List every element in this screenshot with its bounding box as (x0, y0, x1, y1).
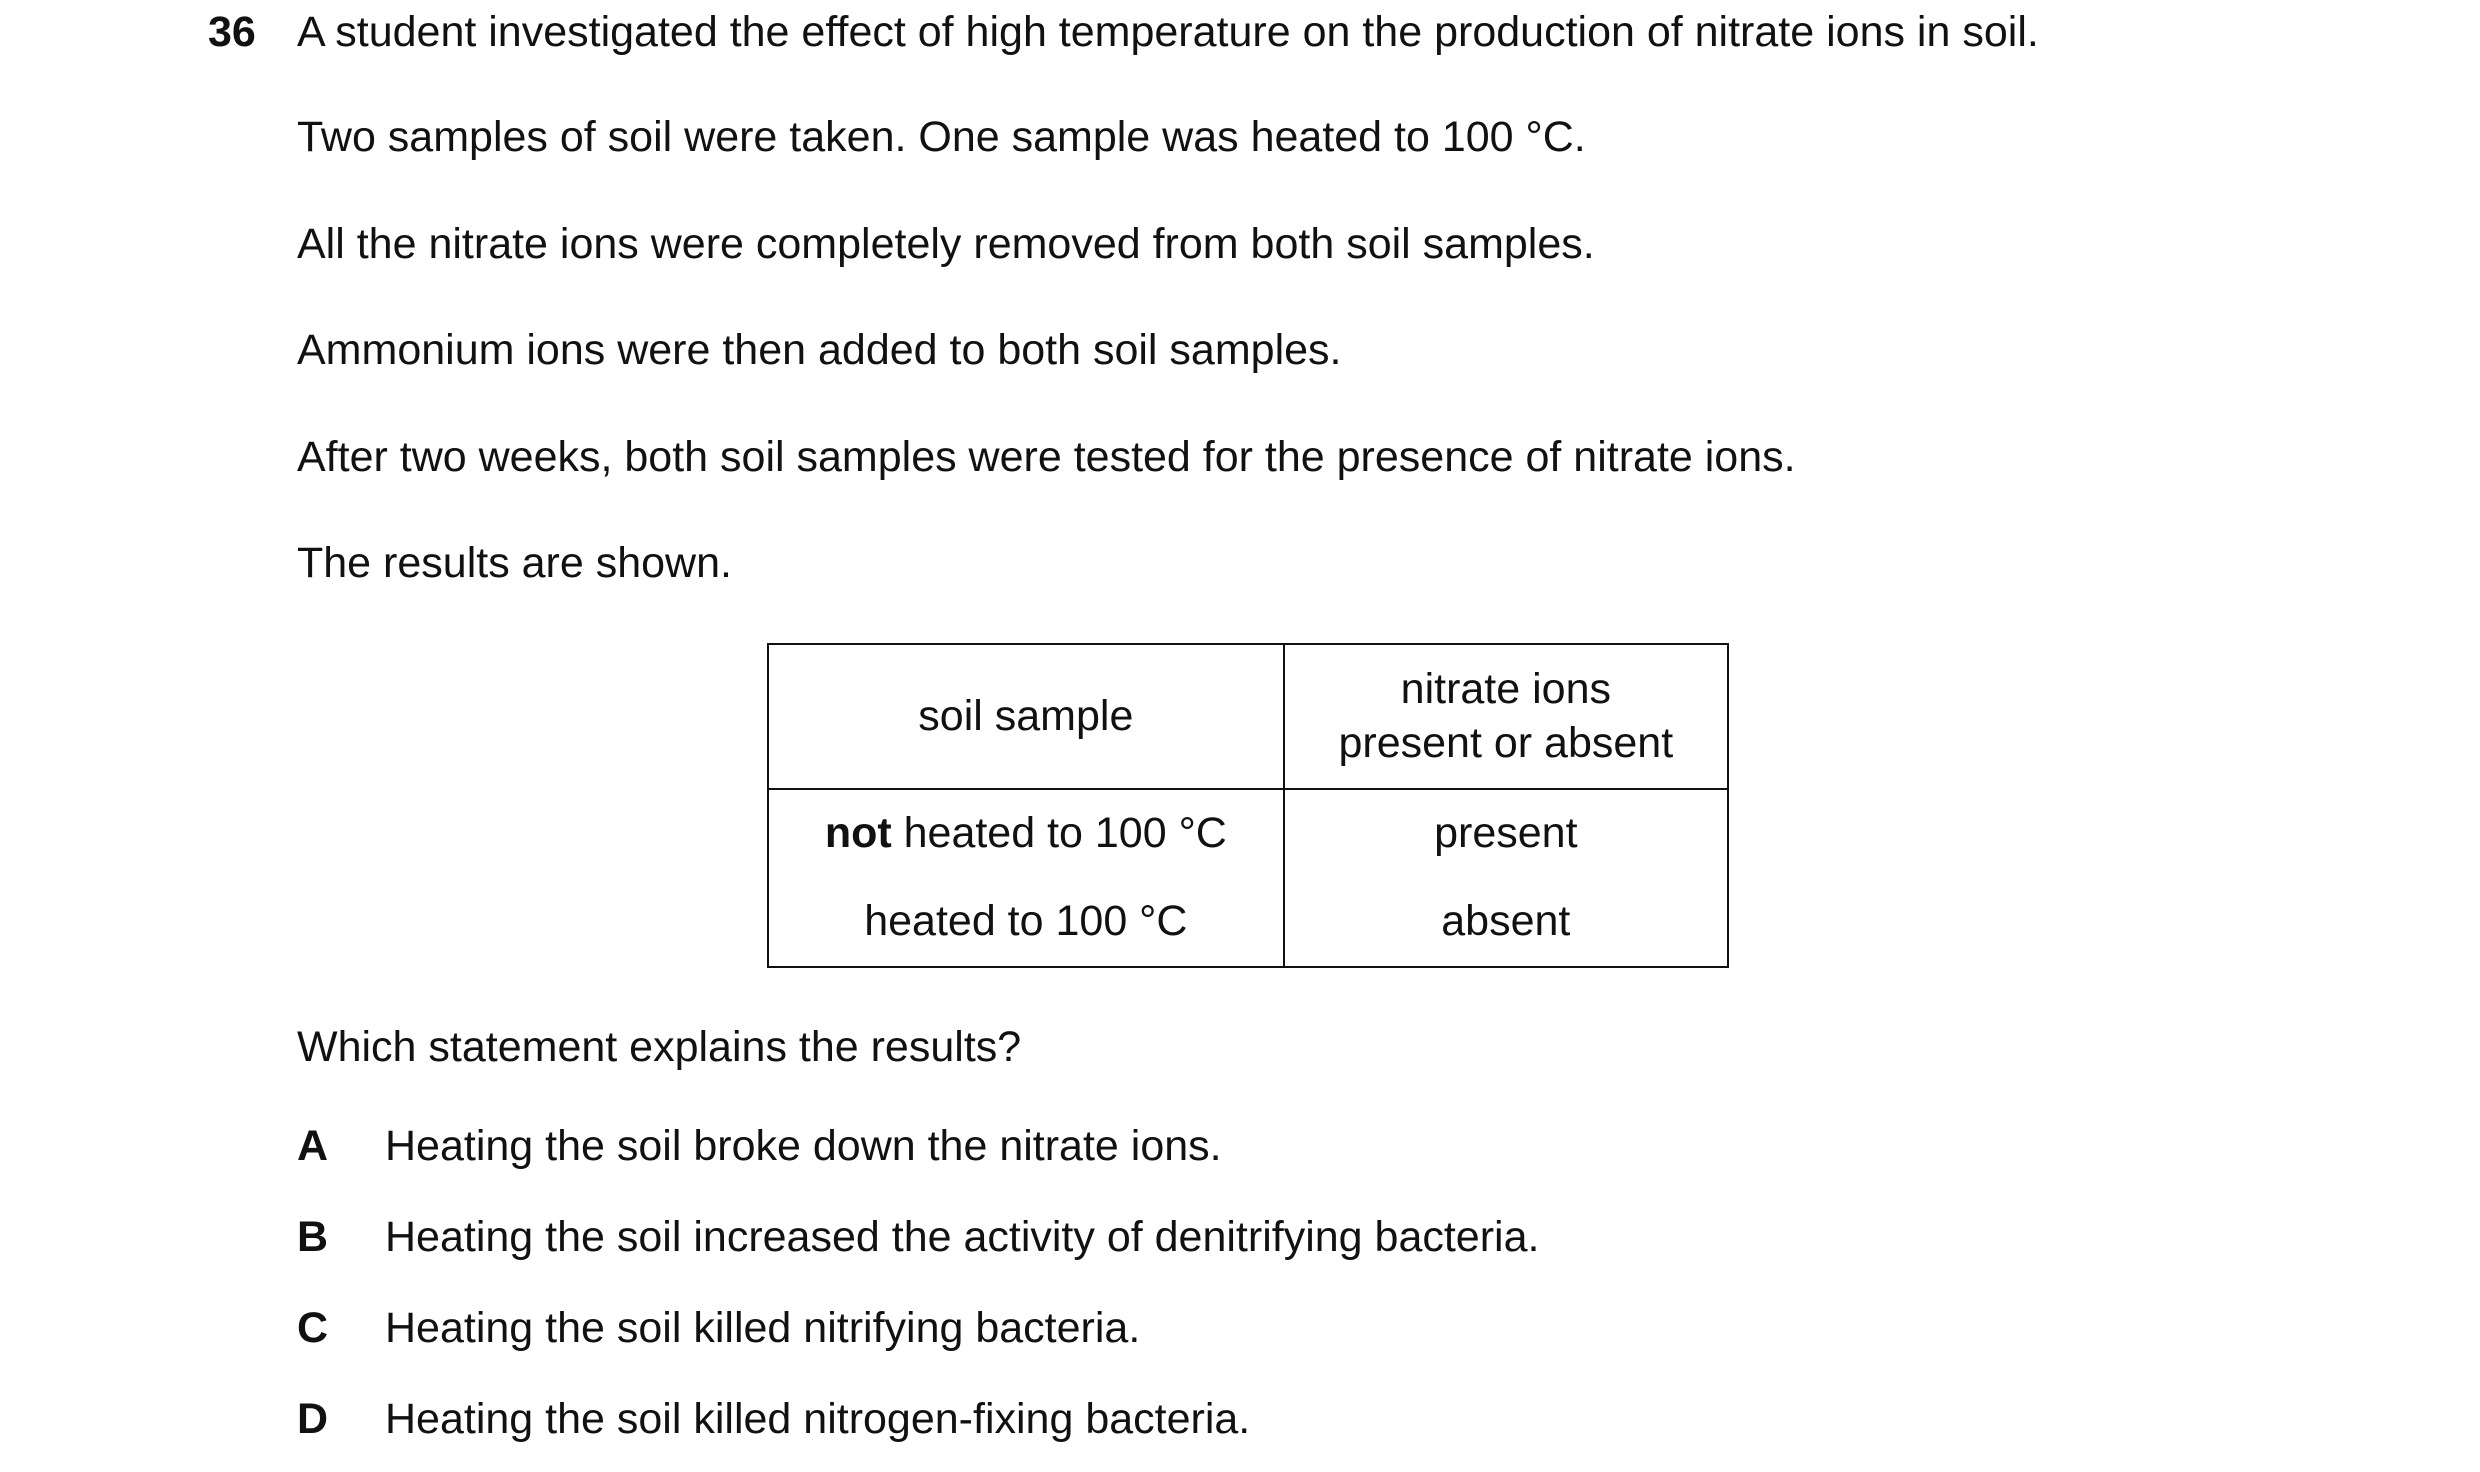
header-line: nitrate ions (1400, 664, 1611, 713)
stem-paragraph: A student investigated the effect of high temperature on the production of nitrate ions in soil. (297, 8, 2039, 56)
cell-result: absent (1284, 878, 1728, 967)
header-soil-sample: soil sample (768, 644, 1284, 789)
question-prompt: Which statement explains the results? (297, 1023, 1022, 1071)
emphasis-not: not (824, 809, 892, 858)
stem-paragraph: Two samples of soil were taken. One sample was heated to 100 °C. (297, 113, 1586, 161)
cell-sample (768, 878, 1284, 967)
option-text-b[interactable]: Heating the soil increased the activity of denitrifying bacteria. (385, 1213, 1540, 1261)
sample-text: heated to 100 °C (864, 897, 1188, 946)
option-letter-b[interactable]: B (297, 1213, 329, 1261)
table-row (768, 789, 1728, 878)
option-text-c[interactable]: Heating the soil killed nitrifying bacteria. (385, 1304, 1141, 1352)
stem-paragraph: Ammonium ions were then added to both soil samples. (297, 326, 1342, 374)
stem-paragraph: The results are shown. (297, 539, 732, 587)
option-letter-c[interactable]: C (297, 1304, 329, 1352)
table-row (768, 878, 1728, 967)
sample-text: heated to 100 °C (891, 809, 1227, 858)
table-header-row (768, 644, 1728, 789)
cell-sample (768, 789, 1284, 878)
cell-result: present (1284, 789, 1728, 878)
option-letter-a[interactable]: A (297, 1122, 329, 1170)
option-text-d[interactable]: Heating the soil killed nitrogen-fixing bacteria. (385, 1395, 1251, 1443)
question-number: 36 (208, 8, 256, 56)
stem-paragraph: All the nitrate ions were completely removed from both soil samples. (297, 220, 1595, 268)
header-line: present or absent (1338, 718, 1674, 767)
option-text-a[interactable]: Heating the soil broke down the nitrate ions. (385, 1122, 1222, 1170)
results-table (767, 643, 1729, 968)
stem-paragraph: After two weeks, both soil samples were tested for the presence of nitrate ions. (297, 433, 1796, 481)
option-letter-d[interactable]: D (297, 1395, 329, 1443)
header-nitrate-ions (1284, 644, 1728, 789)
